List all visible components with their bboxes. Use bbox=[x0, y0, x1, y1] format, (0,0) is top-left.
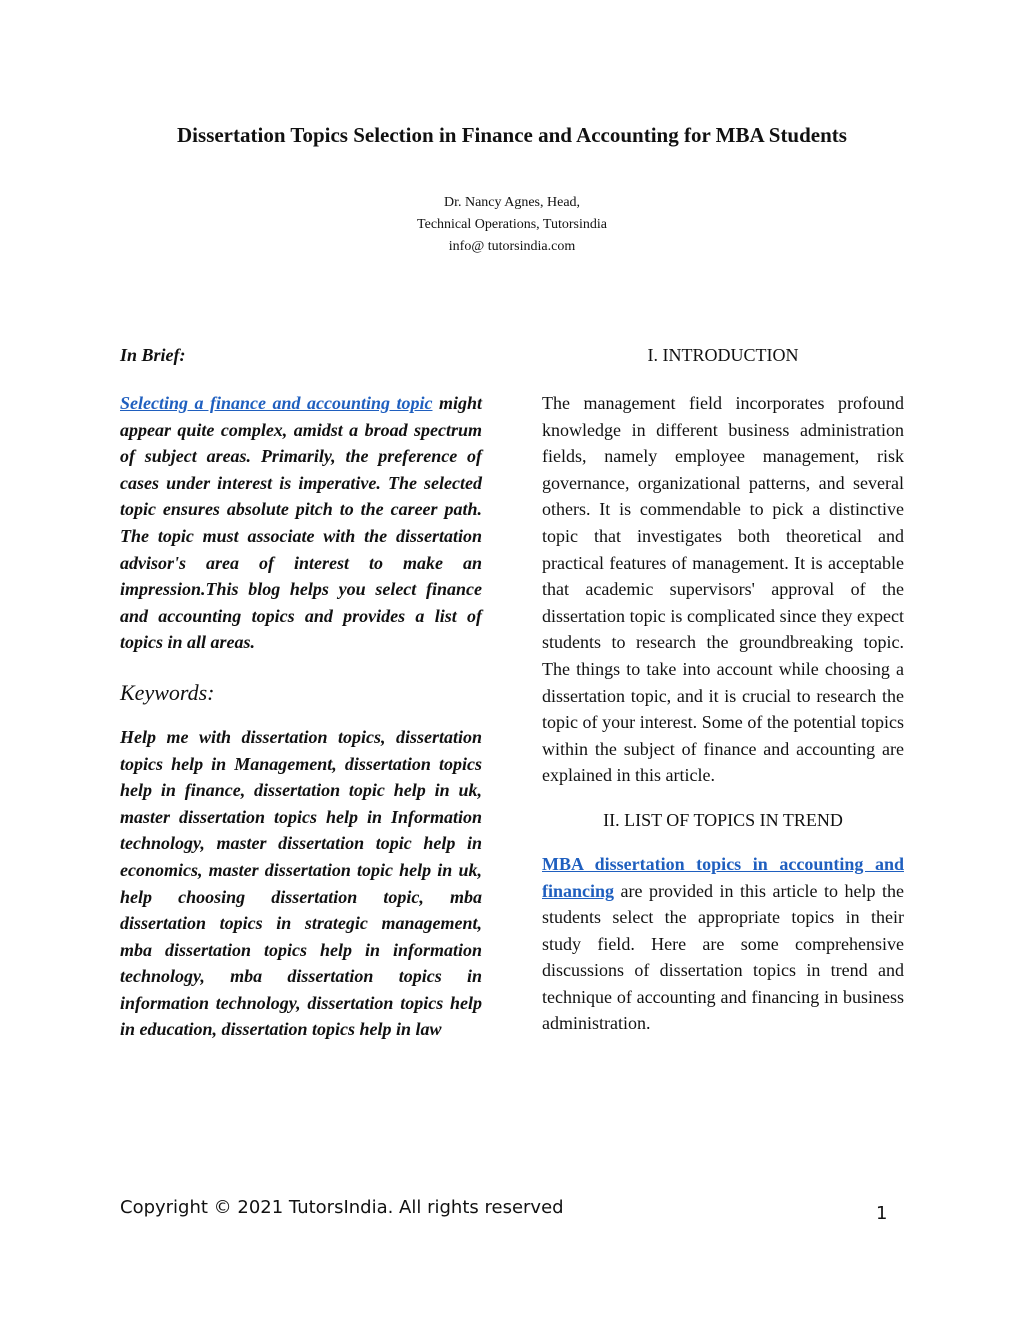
introduction-heading: I. INTRODUCTION bbox=[647, 345, 799, 365]
brief-heading: In Brief: bbox=[120, 345, 186, 365]
author-affiliation: Technical Operations, Tutorsindia bbox=[417, 217, 607, 232]
author-email: info@ tutorsindia.com bbox=[448, 239, 576, 254]
topics-heading: II. LIST OF TOPICS IN TREND bbox=[603, 809, 843, 830]
keywords-heading: Keywords: bbox=[120, 679, 215, 705]
brief-paragraph bbox=[120, 390, 482, 656]
mba-topics-link[interactable]: MBA dissertation topics in accounting and financing bbox=[542, 853, 904, 901]
paper-title: Dissertation Topics Selection in Finance and Accounting for MBA Students bbox=[177, 123, 847, 147]
page-number: 1 bbox=[876, 1203, 888, 1224]
right-column bbox=[542, 340, 904, 1037]
left-column bbox=[120, 340, 482, 1043]
topics-text: are provided in this article to help the students select the appropriate topics in their study field. Here are some comprehensive discussions of dissertation topics in trend and technique of accounting and financing in business administration. bbox=[542, 880, 904, 1034]
author-name: Dr. Nancy Agnes, Head, bbox=[443, 195, 581, 210]
topics-paragraph bbox=[542, 851, 904, 1037]
brief-topic-link[interactable]: Selecting a finance and accounting topic bbox=[120, 393, 433, 413]
author-block bbox=[0, 192, 1024, 258]
introduction-paragraph: The management field incorporates profound knowledge in different business administration fields, namely employee management, risk governance, organizational patterns, and several others. It is commendable to pick a distinctive topic that investigates both theoretical and practical features of management. It is acceptable that academic supervisors' approval of the dissertation topic is complicated since they expect students to research the groundbreaking topic. The things to take into account while choosing a dissertation topic, and it is crucial to research the topic of your interest. Some of the potential topics within the subject of finance and accounting are explained in this article. bbox=[542, 393, 904, 786]
copyright-footer: Copyright © 2021 TutorsIndia. All rights reserved bbox=[120, 1197, 564, 1218]
keywords-paragraph: Help me with dissertation topics, dissertation topics help in Management, dissertation topics help in finance, dissertation topic help in uk, master dissertation topics help in Information technology, master dissertation topic help in economics, master dissertation topic help in uk, help choosing dissertation topic, mba dissertation topics in strategic management, mba dissertation topics help in information technology, mba dissertation topics in information technology, dissertation topics help in education, dissertation topics help in law bbox=[120, 726, 482, 1040]
brief-text: might appear quite complex, amidst a broad spectrum of subject areas. Primarily, the preference of cases under interest is imperative. The selected topic ensures absolute pitch to the career path. The topic must associate with the dissertation advisor's area of interest to make an impression.This blog helps you select finance and accounting topics and provides a list of topics in all areas. bbox=[120, 393, 482, 653]
